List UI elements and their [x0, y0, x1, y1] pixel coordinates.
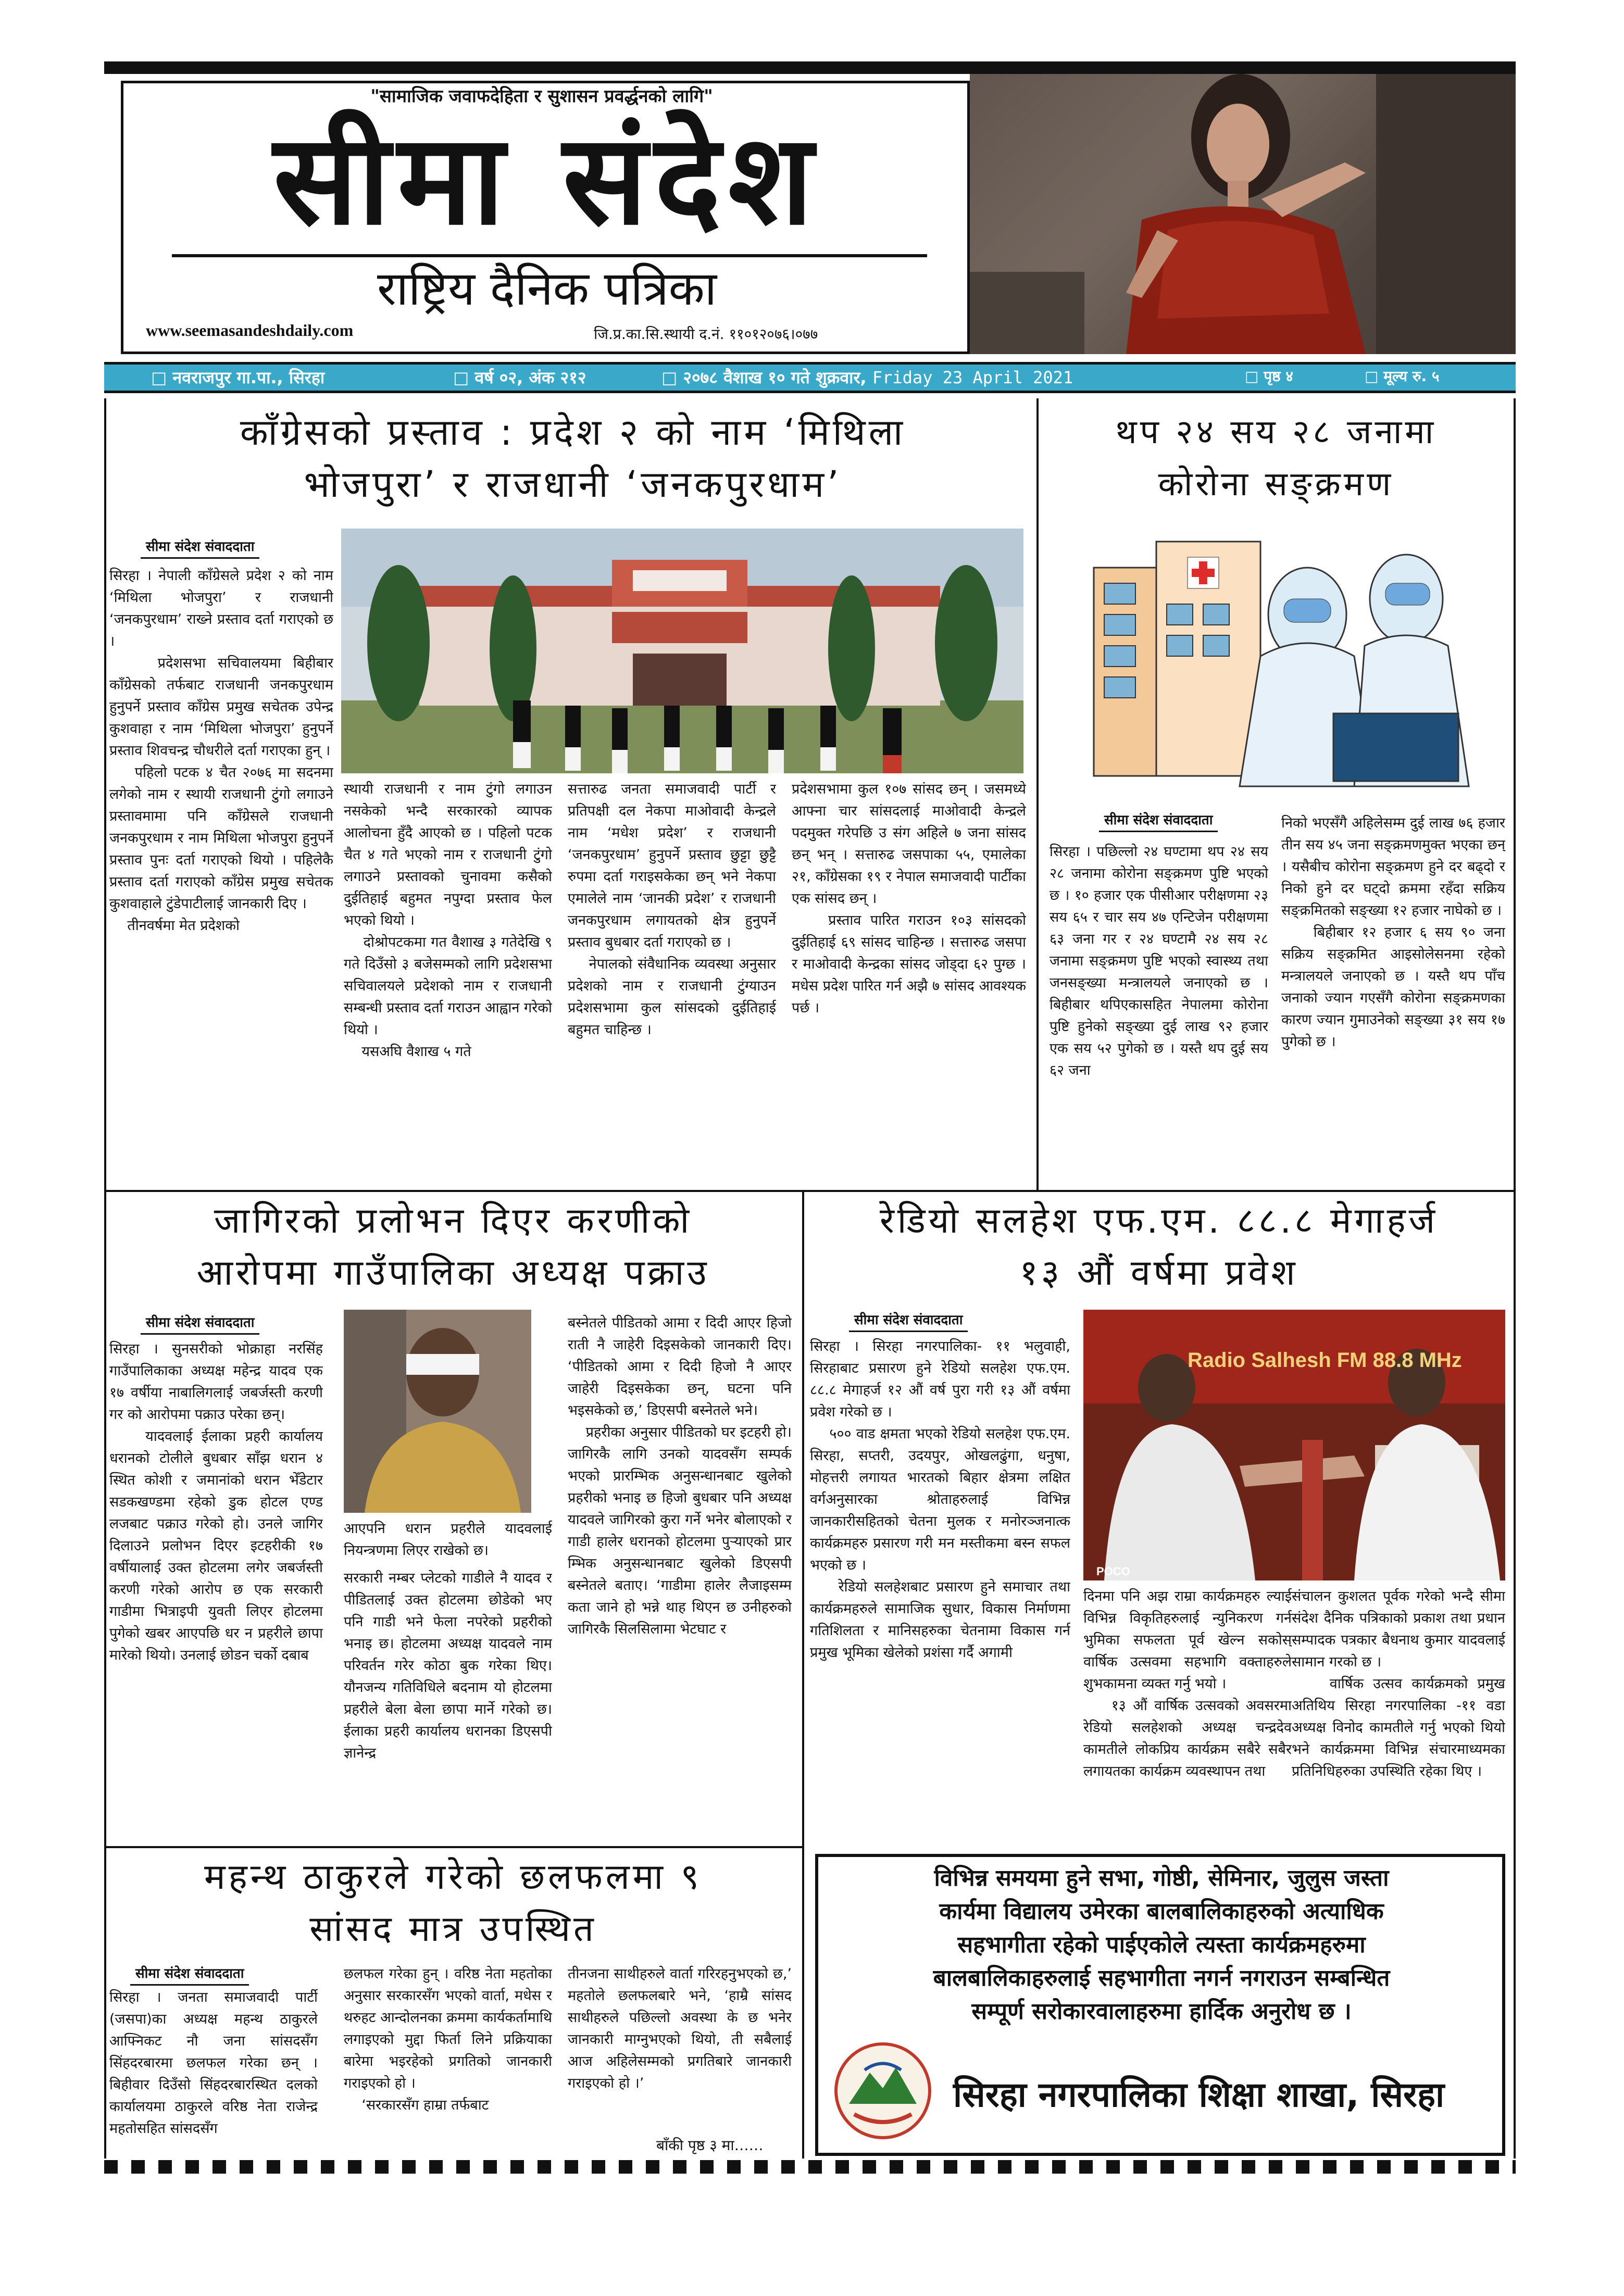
article3-byline: सीमा संदेश संवाददाता	[141, 1312, 259, 1335]
article4-photo-banner: Radio Salhesh FM 88.8 MHz	[1188, 1349, 1462, 1372]
article5-column-1: सिरहा । जनता समाजवादी पार्टी (जसपा)का अध्यक्ष महन्थ ठाकुरले आफ्निकट नौ जना सांसदसँग सिंहदरबारमा छलफल गरेका छन् । बिहीवार दिउँसो सिंहदरबारस्थित दलको कार्यालयमा ठाकुरले वरिष्ठ नेता राजेन्द्र महतोसहित सांसदसँग	[109, 1989, 318, 2137]
divider-row1	[104, 1190, 1516, 1192]
info-pages: □ पृष्ठ ४	[1245, 368, 1293, 385]
divider-middle	[802, 1190, 804, 2159]
article2-byline: सीमा संदेश संवाददाता	[1099, 810, 1218, 832]
info-volume-text: वर्ष ०२, अंक २१२	[474, 368, 586, 387]
article3-column-3: बस्नेतले पीडितको आमा र दिदी आएर हिजो राती नै जाहेरी दिइसकेको जानकारी दिए। ‘पीडितको आमा र दिदी हिजो नै आएर जाहेरी दिइसकेका छन्, घटना पनि भइसकेको छ,’ डिएसपी बस्नेतले भने। प्रहरीका अनुसार पीडितको घर इटहरी हो। जागिरकै लागि उनको यादवसँग सम्पर्क भएको प्रारम्भिक अनुसन्धानबाट खुलेको प्रहरीको भनाइ छ हिजो बुधबार पनि अध्यक्ष यादवले जागिरको कुरा गर्ने भनेर बोलाएको र गाडी हालेर धरानको होटलमा पुऱ्याएको प्रार म्भिक अनुसन्धानबाट खुलेको डिएसपी बस्नेतले बताए। ‘गाडीमा हालेर लैजाइसम्म कता जाने हो भन्ने थाह थिएन छ उनीहरुको जागिरकै सिलसिलामा भेटघाट र	[568, 1315, 792, 1637]
info-price: □ मूल्य रु. ५	[1365, 368, 1440, 385]
article3-headline[interactable]	[115, 1195, 792, 1299]
page-right-rule	[1514, 398, 1516, 2159]
hospital-health-workers-illustration	[1063, 526, 1500, 797]
article1-byline: सीमा संदेश संवाददाता	[141, 536, 259, 559]
model-illustration	[970, 74, 1516, 354]
assembly-building-illustration	[341, 529, 1023, 773]
nepal-government-emblem	[833, 2041, 932, 2140]
article4-column-3: संचालन कुशलत पूर्वक गरेको भन्दै सीमा संदेश दैनिक पत्रिकाको प्रकाश तथा प्रधान सम्पादक पत्रकार बैधनाथ कुमार यादवलाई सामान गरको छ । वार्षिक उत्सव कार्यक्रमको प्रमुख अतिथिय सिरहा नगरपालिका -११ वडा अध्यक्ष विनोद कामतीले गर्नु भएको थियो भने कार्यक्रममा विभिन्न संचारमाध्यमका प्रतिनिधिहरुका उपस्थिति रहेका थिए ।	[1292, 1588, 1505, 1779]
divider-top-right	[1036, 398, 1039, 1190]
article2-column-1: सिरहा । पछिल्लो २४ घण्टामा थप २४ सय २८ जनामा कोरोना सङ्क्रमण पुष्टि भएको छ । १० हजार एक पीसीआर परीक्षणमा २३ सय ६५ र चार सय ४७ एन्टिजेन परीक्षणमा ६३ जना गर र २४ घण्टामै २४ सय २८ जनामा सङ्क्रमण पुष्टि भएको स्वास्थ्य तथा जनसङ्ख्या मन्त्रालयले जनाएको छ । बिहीबार थपिएकासहित नेपालमा कोरोना पुष्टि हुनेको सङ्ख्या दुई लाख ९२ हजार एक सय ५२ पुगेको छ । यस्तै थप दुई सय ६२ जना	[1050, 844, 1268, 1078]
notice-line-4: बालबालिकाहरुलाई सहभागीता नगर्न नगराउन सम्बन्धित	[933, 1965, 1390, 1991]
article5-continued[interactable]: बाँकी पृष्ठ ३ मा……	[656, 2137, 764, 2154]
notice-line-2: कार्यमा विद्यालय उमेरका बालबालिकाहरुको अत्याधिक	[939, 1898, 1384, 1925]
article1-column-1: सिरहा । नेपाली काँग्रेसले प्रदेश २ को नाम ‘मिथिला भोजपुरा’ र राजधानी ‘जनकपुरधाम’ राख्ने प्रस्ताव दर्ता गराएको छ । प्रदेशसभा सचिवालयमा बिहीबार काँग्रेसको तर्फबाट राजधानी जनकपुरधाम हुनुपर्ने प्रस्ताव काँग्रेस प्रमुख सचेतक उपेन्द्र कुशवाहा र नाम ‘मिथिला भोजपुरा’ हुनुपर्ने प्रस्ताव शिवचन्द्र चौधरीले दर्ता गराएका हुन् । पहिलो पटक ४ चैत २०७६ मा सदनमा लगेको नाम र स्थायी राजधानी टुंगो लगाउने प्रस्तावमामा पनि काँग्रेसले राजधानी जनकपुरधाम र नाम मिथिला भोजपुरा हुनुपर्ने प्रस्ताव पुनः दर्ता गराएको थियो । पहिलेकै प्रस्ताव दर्ता गराएको काँग्रेस प्रमुख सचेतक कुशवाहाले टुंडेपाटीलाई जानकारी दिए । तीनवर्षमा मेत प्रदेशको	[109, 568, 333, 934]
article1-column-3: सत्तारुढ जनता समाजवादी पार्टी र प्रतिपक्षी दल नेकपा माओवादी केन्द्रले नाम ‘मधेश प्रदेश’ र राजधानी ‘जनकपुरधाम’ हुनुपर्ने प्रस्ताव छुट्टा छुट्टै रुपमा दर्ता गराइसकेका छन् भने नेकपा एमालेले नाम ‘जानकी प्रदेश’ र राजधानी जनकपुरधाम लगायतको क्षेत्र हुनुपर्ने प्रस्ताव बुधबार दर्ता गराएको छ । नेपालको संवैधानिक व्यवस्था अनुसार प्रदेशको नाम र राजधानी टुंग्याउन प्रदेशसभामा कुल सांसदको दुईतिहाई बहुमत चाहिन्छ ।	[568, 781, 776, 1038]
masthead-title: सीमा संदेश	[273, 107, 821, 253]
emblem-icon	[833, 2041, 932, 2140]
article4-column-1: सिरहा । सिरहा नगरपालिका- ११ भलुवाही, सिरहाबाट प्रसारण हुने रेडियो सलहेश एफ.एम. ८८.८ मेगाहर्ज १२ औं वर्ष पुरा गरी १३ औं वर्षमा प्रवेश गरेको छ । ५०० वाड क्षमता भएको रेडियो सलहेश एफ.एम. सिरहा, सप्तरी, उदयपुर, ओखलढुंगा, धनुषा, मोहत्तरी लगायत भारतको बिहार क्षेत्रमा लक्षित वर्गअनुसारका श्रोताहरुलाई विभिन्न जानकारीसहितको चेतना मुलक र मनोरञ्जनात्क कार्यक्रमहरु प्रसारण गरी मन मस्तीकमा बस्न सफल भएको छ । रेडियो सलहेशबाट प्रसारण हुने समाचार तथा कार्यक्रमहरुले सामाजिक सुधार, विकास निर्माणमा गतिशिलता र मानिसहरुका चेतनामा विकास गर्न प्रमुख भूमिका खेलेको प्रशंसा गर्दै अगामी	[810, 1338, 1070, 1661]
article4-headline-line1: रेडियो सलहेश एफ.एम. ८८.८ मेगाहर्ज	[879, 1200, 1439, 1241]
info-location-text: नवराजपुर गा.पा., सिरहा	[172, 368, 325, 387]
article5-headline-line1: महन्थ ठाकुरले गरेको छलफलमा ९	[204, 1856, 702, 1898]
article3-headline-line1: जागिरको प्रलोभन दिएर करणीको	[214, 1200, 693, 1241]
masthead-photo	[970, 74, 1516, 354]
article1-headline-line2: भोजपुरा’ र राजधानी ‘जनकपुरधाम’	[304, 463, 842, 506]
info-date: □ २०७८ वैशाख १० गते शुक्रवार, Friday 23 April 2021	[661, 368, 1073, 387]
article1-column-2: स्थायी राजधानी र नाम टुंगो लगाउन नसकेको भन्दै सरकारको व्यापक आलोचना हुँदै आएको छ । पहिलो पटक चैत ४ गते भएको नाम र राजधानी टुंगो लगाउने प्रस्तावको चुनावमा कसैको दुईतिहाई बहुमत नपुग्दा प्रस्ताव फेल भएको थियो । दोश्रोपटकमा गत वैशाख ३ गतेदेखि ९ गते दिउँसो ३ बजेसम्मको लागि प्रदेशसभा सचिवालयले प्रदेशको नाम र राजधानी सम्बन्धी प्रस्ताव दर्ता गराउन आह्वान गरेको थियो । यसअघि वैशाख ५ गते	[344, 781, 552, 1060]
masthead-rule	[172, 254, 927, 257]
article4-byline: सीमा संदेश संवाददाता	[849, 1310, 968, 1332]
accused-person-illustration	[344, 1310, 531, 1513]
page-left-rule	[104, 398, 106, 2159]
registration-number: जि.प्र.का.सि.स्थायी द.नं. ११०१२०७६।०७७	[594, 325, 818, 343]
page-top-border	[104, 61, 1516, 74]
notice-text	[828, 1862, 1495, 2028]
article1-column-4: प्रदेशसभामा कुल १०७ सांसद छन् । जसमध्ये आफ्ना चार सांसदलाई माओवादी केन्द्रले पदमुक्त गरेपछि उ संग अहिले ७ जना सांसद छन् भन् । सत्तारुढ जसपाका ५५, एमालेका २१, काँग्रेसका १९ र नेपाल समाजवादी पार्टीका एक सांसद छन् । प्रस्ताव पारित गराउन १०३ सांसदको दुईतिहाई ६९ सांसद चाहिन्छ । सत्तारुढ जसपा र माओवादी केन्द्रका सांसद जोड्दा ६२ पुग्छ । मधेस प्रदेश पारित गर्न अझै ७ सांसद आवश्यक पर्छ ।	[792, 781, 1026, 1016]
article1-headline-line1: काँग्रेसको प्रस्ताव : प्रदेश २ को नाम ‘मिथिला	[240, 411, 906, 454]
article3-photo	[344, 1310, 531, 1513]
article4-photo-tag: POCO	[1096, 1565, 1130, 1578]
info-pages-text: पृष्ठ ४	[1264, 368, 1293, 385]
article5-headline[interactable]	[115, 1851, 792, 1955]
notice-line-5: सम्पूर्ण सरोकारवालाहरुमा हार्दिक अनुरोध छ ।	[971, 1998, 1352, 2025]
article3-column-1: सिरहा । सुनसरीको भोक्राहा नरसिंह गाउँपालिकाका अध्यक्ष महेन्द्र यादव एक १७ वर्षीया नाबालिगलाई जबर्जस्ती करणी गर को आरोपमा पक्राउ परेका छन्। यादवलाई ईलाका प्रहरी कार्यालय धरानको टोलीले बुधबार साँझ धरान ४ स्थित कोशी र जमानांको धरान भेँडेटार सडकखण्डमा रहेको डुक होटल एण्ड लजबाट पक्राउ गरेको हो। उनले जागिर दिलाउने प्रलोभन दिएर इटहरीकी १७ वर्षीयालाई उक्त होटलमा लगेर जबर्जस्ती करणी गरेको आरोप छ एक सरकारी गाडीमा भित्राइपी युवती लिएर होटलमा पुगेको खबर आएपछि धर न प्रहरीले छापा मारेको थियो। उनलाई छोडन चर्को दबाब	[109, 1341, 323, 1663]
article3-photo-caption: आएपनि धरान प्रहरीले यादवलाई नियन्त्रणमा लिएर राखेको छ।	[344, 1521, 552, 1559]
article4-headline[interactable]	[807, 1195, 1510, 1299]
notice-line-1: विभिन्न समयमा हुने सभा, गोष्ठी, सेमिनार, जुलुस जस्ता	[934, 1865, 1389, 1891]
article2-illustration	[1063, 526, 1500, 797]
info-volume: □ वर्ष ०२, अंक २१२	[453, 368, 586, 387]
website-link[interactable]: www.seemasandeshdaily.com	[146, 321, 354, 340]
article5-column-3: तीनजना साथीहरुले वार्ता गरिरहनुभएको छ,’ महतोले छलफलबारे भने, ‘हाम्रै सांसद साथीहरुले पछिल्लो अवस्था के छ भनेर जानकारी माग्नुभएको थियो, ती सबैलाई आज अहिलेसम्मको प्रगतिबारे जानकारी गराइएको हो ।’	[568, 1966, 792, 2091]
info-price-text: मूल्य रु. ५	[1383, 368, 1440, 385]
article5-byline: सीमा संदेश संवाददाता	[130, 1963, 249, 1986]
divider-row2-left	[104, 1846, 802, 1848]
info-location: □ नवराजपुर गा.पा., सिरहा	[151, 368, 325, 387]
masthead-subtitle: राष्ट्रिय दैनिक पत्रिका	[377, 261, 717, 316]
article1-headline[interactable]	[115, 406, 1031, 510]
info-date-en: Friday 23 April 2021	[872, 368, 1073, 387]
article5-column-2: छलफल गरेका हुन् । वरिष्ठ नेता महतोका अनुसार सरकारसँग भएको वार्ता, मधेस र थरुहट आन्दोलनका क्रममा कार्यकर्तामाथि लगाइएको मुद्दा फिर्ता लिने प्रक्रियाका बारेमा भइरहेको प्रगतिको जानकारी गराइएको हो । ‘सरकारसँग हाम्रा तर्फबाट	[344, 1966, 552, 2113]
article3-column-2: सरकारी नम्बर प्लेटको गाडीले नै यादव र पीडितलाई उक्त होटलमा छोडेको भए पनि गाडी भने फेला नपरेको प्रहरीको भनाइ छ। होटलमा अध्यक्ष यादवले नाम परिवर्तन गरेर कोठा बुक गरेका थिए। यौनजन्य गतिविधिले बदनाम यो होटलमा प्रहरीले बेला बेला छापा मार्ने गरेको छ। ईलाका प्रहरी कार्यालय धरानका डिएसपी ज्ञानेन्द्र	[344, 1570, 552, 1761]
article4-column-2: दिनमा पनि अझ राम्रा कार्यक्रमहरु ल्याई विभिन्न विकृतिहरुलाई न्युनिकरण गर्न भुमिका सफलता पूर्व खेल्न सकोस् वार्षिक उत्सवमा सहभागि वक्ताहरुले शुभकामना व्यक्त गर्नु भयो । १३ औं वार्षिक उत्सवको अवसरमा रेडियो सलहेशको अध्यक्ष चन्द्रदेव कामतीले लोकप्रिय कार्यक्रम सबैरे सबैर लगायतका कार्यक्रम व्यवस्थापन तथा	[1083, 1588, 1292, 1779]
article3-headline-line2: आरोपमा गाउँपालिका अध्यक्ष पक्राउ	[196, 1252, 710, 1294]
info-date-np: २०७८ वैशाख १० गते शुक्रवार,	[683, 368, 867, 387]
article2-column-2: निको भएसँगै अहिलेसम्म दुई लाख ७६ हजार तीन सय ४५ जना सङ्क्रमणमुक्त भएका छन् । यसैबीच कोरोना सङ्क्रमण हुने दर बढ्दो र निको हुने दर घट्दो क्रममा रहँदा सक्रिय सङ्क्रमितको सङ्ख्या १२ हजार नाघेको छ । बिहीबार १२ हजार ६ सय ९० जना सक्रिय सङ्क्रमित आइसोलेसनमा रहेको मन्त्रालयले जनाएको छ । यस्तै थप पाँच जनाको ज्यान गएसँगै कोरोना सङ्क्रमणका कारण ज्यान गुमाउनेको सङ्ख्या ३१ सय १७ पुगेको छ ।	[1281, 815, 1505, 1050]
notice-line-3: सहभागीता रहेको पाईएकोले त्यस्ता कार्यक्रमहरुमा	[957, 1931, 1366, 1958]
article4-headline-line2: १३ औं वर्षमा प्रवेश	[1019, 1252, 1298, 1294]
masthead-slogan: "सामाजिक जवाफदेहिता र सुशासन प्रवर्द्धनको लागि"	[370, 86, 713, 107]
article2-headline-line2: कोरोना सङ्क्रमण	[1158, 465, 1394, 504]
article2-headline[interactable]	[1042, 406, 1510, 510]
notice-signoff: सिरहा नगरपालिका शिक्षा शाखा, सिरहा	[953, 2075, 1445, 2115]
page-bottom-border	[104, 2160, 1516, 2174]
article1-photo	[341, 529, 1023, 773]
article2-headline-line1: थप २४ सय २८ जनामा	[1115, 413, 1437, 451]
article5-headline-line2: सांसद मात्र उपस्थित	[309, 1909, 597, 1950]
